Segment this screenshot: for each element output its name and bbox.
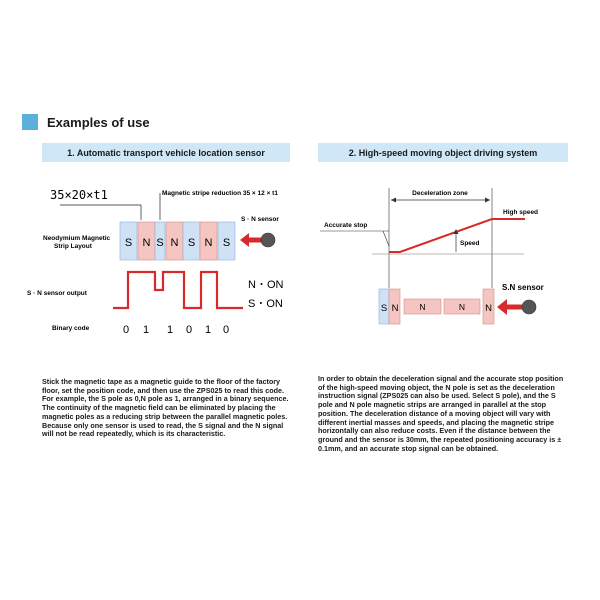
decel-strip-3-label: N (485, 303, 492, 314)
binary-code-label: Binary code (52, 325, 90, 332)
binary-digit-4: 0 (185, 324, 193, 336)
stop-strip-layout (379, 289, 494, 324)
strip-n1-label: N (142, 237, 151, 249)
binary-digit-2: 1 (142, 324, 150, 336)
strip-s4-label: S (222, 237, 231, 249)
decel-arrow-left-head (391, 198, 396, 203)
size-label: 35×20×t1 (50, 188, 108, 202)
strip-s3-label: S (187, 237, 196, 249)
speed-profile-line (389, 219, 525, 252)
strip-layout-label-1: Neodymium Magnetic (43, 235, 111, 242)
accurate-stop-pointer (383, 231, 389, 246)
strip-s1-label: S (124, 237, 133, 249)
sensor-dot-left (261, 233, 275, 247)
binary-digit-5: 1 (204, 324, 212, 336)
magnetic-strip-layout (120, 222, 235, 260)
strip-n2-label: N (170, 237, 179, 249)
panel-right-description: In order to obtain the deceleration signal and the accurate stop position of the high-speed moving object, the N pole is set as the deceleration instruction signal (ZPS025 can also be used. Select S pole), and the S pole and N pole magnetic strips are arranged in parallel at the stop position. The deceleration distance of a moving object will vary with different inertial masses and speeds, and placing the magnetic stripe horizontally can also reduce costs. Even if the distance between the ground and the sensor is 30mm, the repeated positioning accuracy is ± 0.1mm, and an accurate stop signal can be obtained. (318, 374, 564, 453)
section-title: Examples of use (47, 114, 150, 130)
panel-right-title: 2. High-speed moving object driving system (318, 143, 568, 162)
n-on-label: N・ON (248, 279, 284, 291)
decel-arrow-right-head (485, 198, 490, 203)
sensor-output-label: S · N sensor output (27, 290, 87, 297)
sensor-output-waveform (113, 272, 243, 308)
high-speed-label: High speed (503, 209, 539, 216)
decel-zone-label: Deceleration zone (412, 190, 468, 197)
panel-left-description: Stick the magnetic tape as a magnetic guide to the floor of the factory floor, set the position code, and then use the ZPS025 to read this code. For example, the S pole as 0,N pole as 1, arranged in a binary sequence. The continuity of the magnetic field can be eliminated by placing the magnetic poles as a reducing strip between the parallel magnetic poles. Because only one sensor is used to read, the S signal and the N signal will not be read repeatedly, which is its characteristic. (42, 377, 289, 439)
stop-strip-s-label: S (380, 303, 388, 314)
sensor-arrow-right (497, 299, 522, 315)
panel-left-title: 1. Automatic transport vehicle location sensor (42, 143, 290, 162)
strip-n3-label: N (204, 237, 213, 249)
sensor-dot-right (522, 300, 536, 314)
binary-digit-3: 1 (166, 324, 174, 336)
reduction-label: Magnetic stripe reduction 35 × 12 × t1 (162, 190, 278, 197)
binary-digits (123, 324, 229, 336)
strip-s2-label: S (156, 237, 164, 249)
binary-digit-1: 0 (122, 324, 130, 336)
decel-strip-2-label: N (458, 302, 466, 312)
binary-digit-6: 0 (222, 324, 230, 336)
sensor-label-left: S · N sensor (241, 216, 279, 223)
sensor-arrow-left (240, 233, 262, 247)
s-on-label: S・ON (248, 298, 283, 310)
strip-layout-label-2: Strip Layout (54, 243, 92, 250)
stop-strip-n-label: N (391, 303, 399, 314)
speed-label: Speed (460, 240, 480, 247)
accurate-stop-label: Accurate stop (324, 222, 368, 229)
sn-sensor-label: S.N sensor (502, 283, 544, 292)
decel-strip-1-label: N (419, 302, 426, 312)
